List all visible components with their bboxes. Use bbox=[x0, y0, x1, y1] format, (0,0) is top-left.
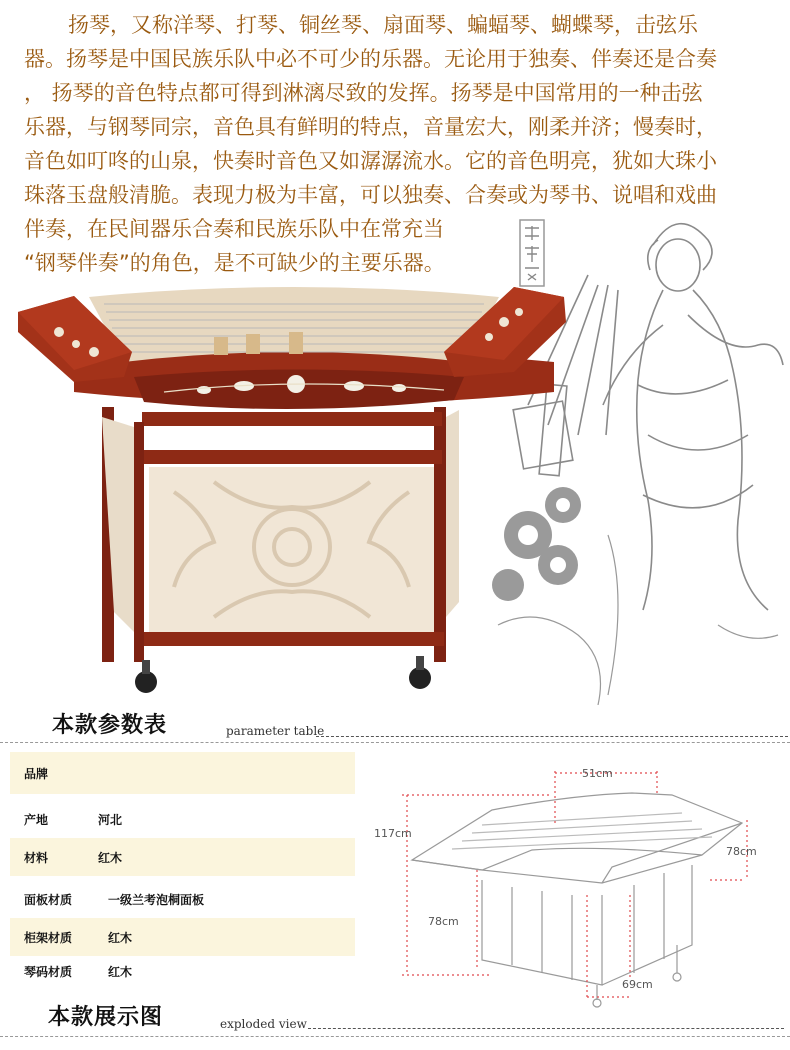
param-label: 面板材质 bbox=[24, 892, 73, 907]
dim-stand-height: 78cm bbox=[428, 915, 459, 928]
intro-line: ， 扬琴的音色特点都可得到淋漓尽致的发挥。扬琴是中国常用的一种击弦 bbox=[24, 81, 703, 105]
intro-line: 器。扬琴是中国民族乐队中必不可少的乐器。无论用于独奏、伴奏还是合奏 bbox=[24, 47, 717, 71]
params-underline bbox=[316, 736, 788, 737]
display-divider bbox=[0, 1036, 790, 1037]
param-value: 红木 bbox=[108, 964, 133, 979]
param-row-bridge bbox=[10, 956, 355, 986]
dim-stand-width: 69cm bbox=[622, 978, 653, 991]
param-label: 琴码材质 bbox=[24, 964, 73, 979]
param-label: 柜架材质 bbox=[24, 930, 73, 945]
param-value: 一级兰考泡桐面板 bbox=[108, 892, 205, 907]
display-underline bbox=[308, 1028, 784, 1029]
params-table bbox=[10, 752, 355, 986]
param-label: 产地 bbox=[24, 812, 49, 827]
dulcimer-image bbox=[14, 282, 574, 700]
param-row-frame bbox=[10, 918, 355, 956]
intro-line: 乐器，与钢琴同宗，音色具有鲜明的特点，音量宏大，刚柔并济；慢奏时， bbox=[24, 115, 717, 139]
dim-top-width: 51cm bbox=[582, 767, 613, 780]
param-row-panel bbox=[10, 880, 355, 918]
param-label: 品牌 bbox=[24, 766, 49, 781]
param-row-brand bbox=[10, 752, 355, 794]
param-row-origin bbox=[10, 800, 355, 838]
param-value: 红木 bbox=[108, 930, 133, 945]
dimension-diagram bbox=[372, 755, 782, 1010]
intro-line: “钢琴伴奏”的角色，是不可缺少的主要乐器。 bbox=[24, 251, 445, 275]
params-title: 本款参数表 bbox=[52, 712, 168, 738]
intro-line: 扬琴，又称洋琴、打琴、铜丝琴、扇面琴、蝙蝠琴、蝴蝶琴，击弦乐 bbox=[68, 13, 698, 37]
intro-line: 珠落玉盘般清脆。表现力极为丰富，可以独奏、合奏或为琴书、说唱和戏曲 bbox=[24, 183, 717, 207]
params-divider bbox=[0, 742, 790, 743]
param-row-material bbox=[10, 838, 355, 876]
display-title: 本款展示图 bbox=[48, 1004, 164, 1030]
display-subtitle: exploded view bbox=[220, 1017, 307, 1031]
intro-line: 伴奏，在民间器乐合奏和民族乐队中在常充当 bbox=[24, 217, 444, 241]
param-value: 河北 bbox=[98, 812, 123, 827]
params-subtitle: parameter table bbox=[226, 724, 325, 738]
intro-line: 音色如叮咚的山泉，快奏时音色又如潺潺流水。它的音色明亮，犹如大珠小 bbox=[24, 149, 717, 173]
dim-depth: 78cm bbox=[726, 845, 757, 858]
dim-total-height: 117cm bbox=[374, 827, 412, 840]
param-label: 材料 bbox=[24, 850, 49, 865]
param-value: 红木 bbox=[98, 850, 123, 865]
